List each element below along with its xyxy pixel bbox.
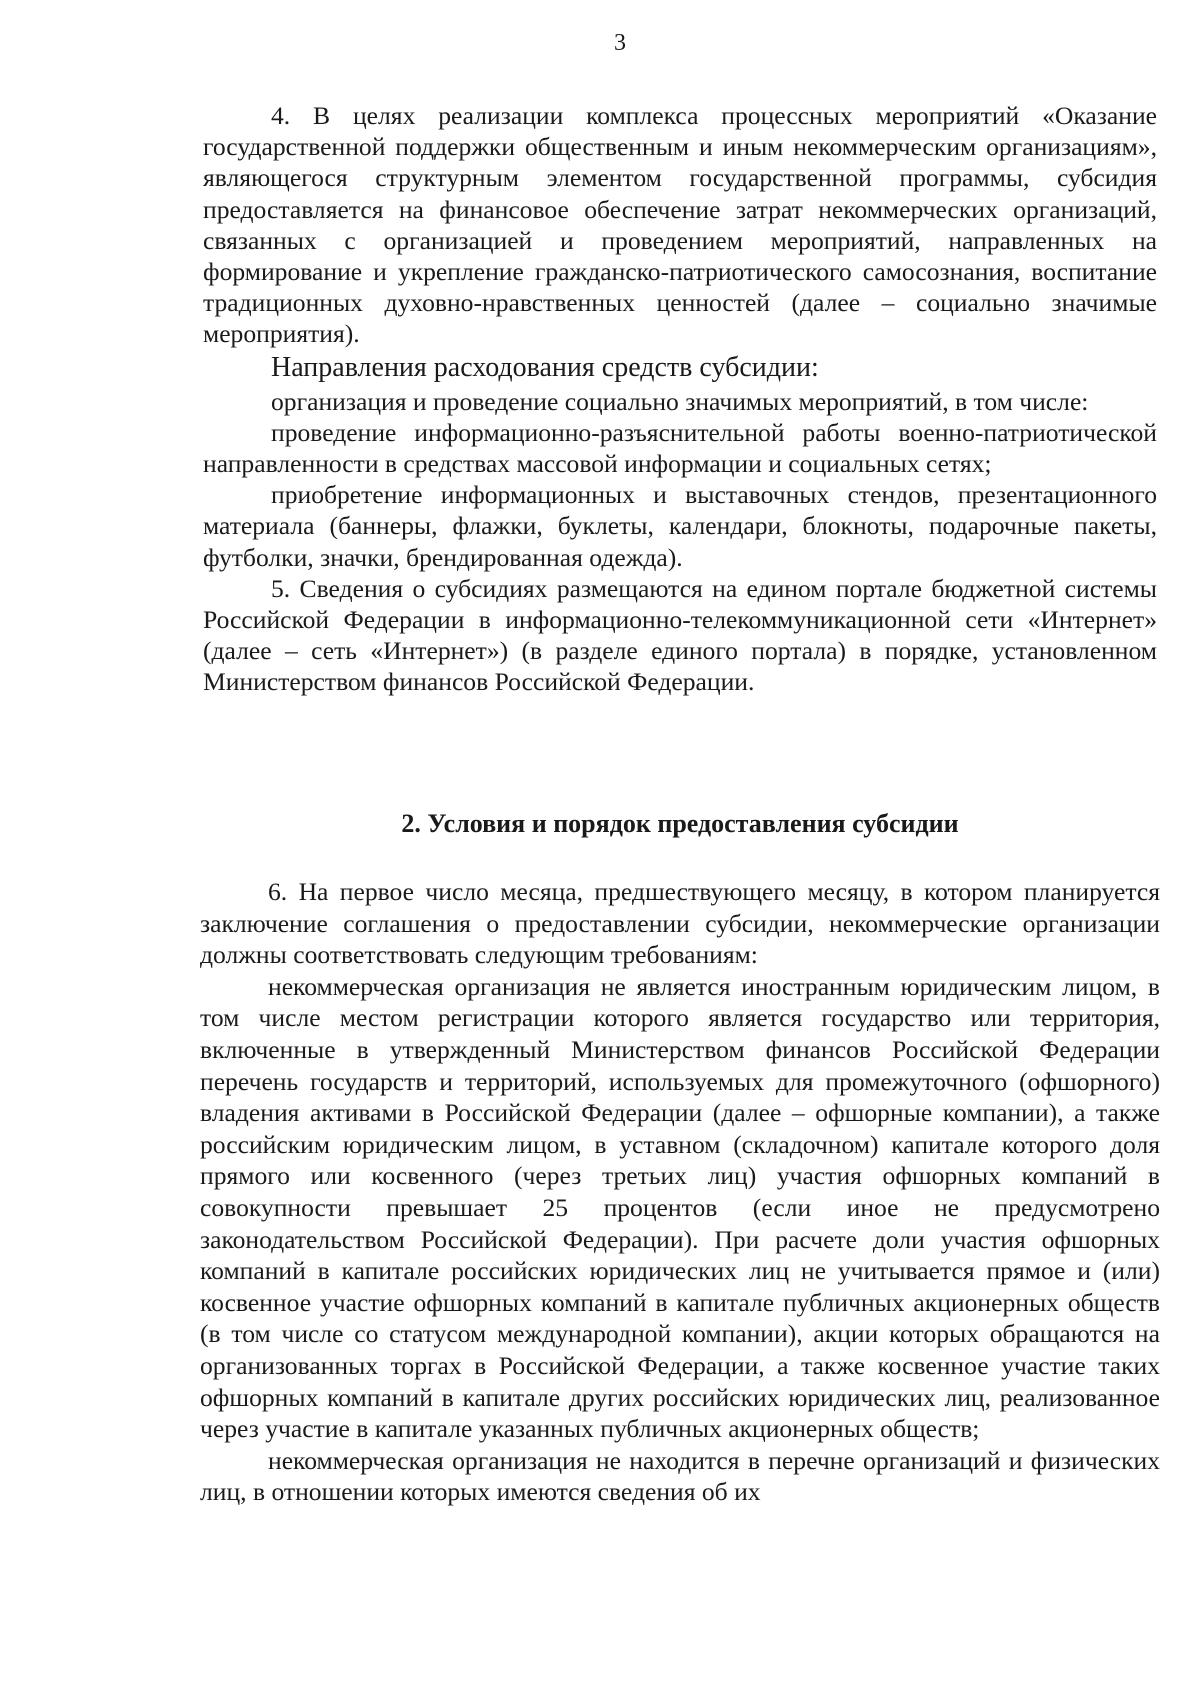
paragraph-4: 4. В целях реализации комплекса процессных мероприятий «Оказание государственной поддержки общественным и иным некоммерческим организациям», являющегося структурным элементом государственной программы, субсидия предоставляется на финансовое обеспечение затрат некоммерческих организаций, связанных с организацией и проведением мероприятий, направленных на формирование и укрепление гражданско-патриотического самосознания, воспитание традиционных духовно-нравственных ценностей (далее – социально значимые мероприятия). [203, 101, 1157, 349]
paragraph-stands-purchase: приобретение информационных и выставочных стендов, презентационного материала (баннеры, флажки, буклеты, календари, блокноты, подарочные пакеты, футболки, значки, брендированная одежда). [203, 480, 1157, 572]
document-body-part1 [203, 100, 1157, 698]
paragraph-not-foreign-entity: некоммерческая организация не является иностранным юридическим лицом, в том числе местом регистрации которого является государство или территория, включенные в утвержденный Министерством финансов Российской Федерации перечень государств и территорий, используемых для промежуточного (офшорного) владения активами в Российской Федерации (далее – офшорные компании), а также российским юридическим лицом, в уставном (складочном) капитале которого доля прямого или косвенного (через третьих лиц) участия офшорных компаний в совокупности превышает 25 процентов (если иное не предусмотрено законодательством Российской Федерации). При расчете доли участия офшорных компаний в капитале российских юридических лиц не учитывается прямое и (или) косвенное участие офшорных компаний в капитале публичных акционерных обществ (в том числе со статусом международной компании), акции которых обращаются на организованных торгах в Российской Федерации, а также косвенное участие таких офшорных компаний в капитале других российских юридических лиц, реализованное через участие в капитале указанных публичных акционерных обществ; [200, 971, 1160, 1444]
paragraph-events-organization: организация и проведение социально значимых мероприятий, в том числе: [271, 386, 1089, 416]
section-heading: 2. Условия и порядок предоставления субсидии [401, 809, 959, 838]
document-body-part2 [200, 809, 1160, 1508]
paragraph-5: 5. Сведения о субсидиях размещаются на едином портале бюджетной системы Российской Федерации в информационно-телекоммуникационной сети «Интернет» (далее – сеть «Интернет») (в разделе единого портала) в порядке, установленном Министерством финансов Российской Федерации. [203, 573, 1157, 697]
paragraph-6: 6. На первое число месяца, предшествующего месяцу, в котором планируется заключение соглашения о предоставлении субсидии, некоммерческие организации должны соответствовать следующим требованиям: [200, 877, 1160, 970]
page-number: 3 [614, 30, 626, 56]
paragraph-not-in-list: некоммерческая организация не находится в перечне организаций и физических лиц, в отношении которых имеются сведения об их [200, 1445, 1160, 1507]
paragraph-expense-directions: Направления расходования средств субсидии: [271, 351, 819, 383]
paragraph-info-work: проведение информационно-разъяснительной работы военно-патриотической направленности в средствах массовой информации и социальных сетях; [203, 417, 1157, 479]
